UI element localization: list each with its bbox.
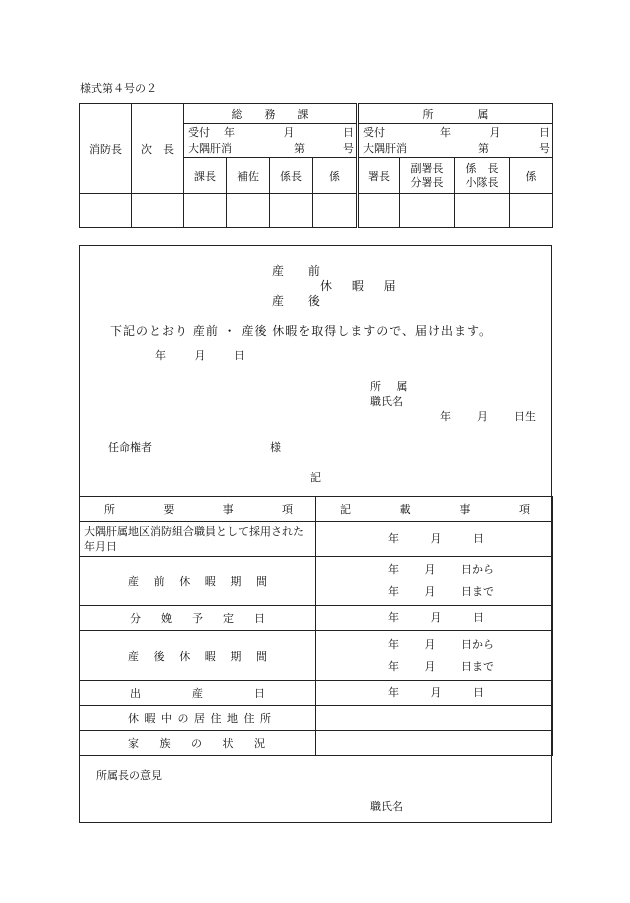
hired-date-label: 大隅肝属地区消防組合職員として採用された年月日 [80, 522, 316, 557]
family-label: 家 族 の 状 況 [80, 731, 316, 756]
details-header-left: 所 要 事 項 [80, 497, 316, 522]
stamp-ga-kacho[interactable] [184, 194, 227, 228]
affiliation-header: 所 属 [358, 104, 553, 124]
approval-table [79, 103, 553, 228]
address-label: 休 暇 中 の 居 住 地 住 所 [80, 706, 316, 731]
address-value[interactable] [316, 706, 553, 731]
fire-chief-label: 消防長 [80, 104, 132, 194]
prenatal-period-value[interactable]: 年 月 日から 年 月 日まで [316, 557, 553, 606]
submission-date[interactable]: 年 月 日 [155, 349, 245, 362]
ga-role-kakaricho: 係長 [270, 158, 313, 194]
due-date-label: 分 娩 予 定 日 [80, 606, 316, 631]
hired-date-value[interactable]: 年 月 日 [316, 522, 553, 557]
due-date-value[interactable]: 年 月 日 [316, 606, 553, 631]
title-main: 休 暇 届 [320, 279, 404, 293]
stamp-af-vice[interactable] [400, 194, 455, 228]
postnatal-period-label: 産 後 休 暇 期 間 [80, 631, 316, 681]
title-prenatal: 産 前 [272, 264, 330, 278]
details-table [79, 496, 553, 756]
general-affairs-header: 総 務 課 [184, 104, 358, 124]
af-role-kakari: 係 [510, 158, 553, 194]
ga-role-hosa: 補佐 [227, 158, 270, 194]
prenatal-period-label: 産 前 休 暇 期 間 [80, 557, 316, 606]
af-receipt-cell: 受付 年 月 日 大隅肝消 第 号 [358, 124, 553, 158]
opinion-staff-name-label: 職氏名 [370, 800, 403, 813]
af-role-kakaricho: 係 長 小隊長 [455, 158, 510, 194]
sama-label: 様 [270, 441, 281, 454]
stamp-fire-chief[interactable] [80, 194, 132, 228]
ga-role-kakari: 係 [313, 158, 358, 194]
statement-text: 下記のとおり 産前 ・ 産後 休暇を取得しますので、届け出ます。 [110, 324, 493, 338]
postnatal-period-value[interactable]: 年 月 日から 年 月 日まで [316, 631, 553, 681]
stamp-ga-hosa[interactable] [227, 194, 270, 228]
affiliation-label: 所 属 [370, 380, 414, 393]
deputy-label: 次 長 [132, 104, 184, 194]
form-number: 様式第４号の２ [80, 82, 157, 95]
birth-date-value[interactable]: 年 月 日 [316, 681, 553, 706]
stamp-af-kakari[interactable] [510, 194, 553, 228]
ki-label: 記 [310, 471, 321, 484]
ga-receipt-cell: 受付 年 月 日 大隅肝消 第 号 [184, 124, 358, 158]
title-postnatal: 産 後 [272, 294, 330, 308]
stamp-af-kakaricho[interactable] [455, 194, 510, 228]
stamp-af-shocho[interactable] [358, 194, 400, 228]
opinion-label: 所属長の意見 [96, 769, 162, 782]
staff-name-label: 職氏名 [370, 395, 403, 408]
details-header-right: 記 載 事 項 [316, 497, 553, 522]
birth-date[interactable]: 年 月 日生 [440, 410, 536, 423]
birth-date-label: 出 産 日 [80, 681, 316, 706]
stamp-ga-kakaricho[interactable] [270, 194, 313, 228]
stamp-deputy[interactable] [132, 194, 184, 228]
ga-role-kacho: 課長 [184, 158, 227, 194]
appointer-label: 任命権者 [108, 441, 152, 454]
af-role-shocho: 署長 [358, 158, 400, 194]
af-role-vice: 副署長 分署長 [400, 158, 455, 194]
family-value[interactable] [316, 731, 553, 756]
stamp-ga-kakari[interactable] [313, 194, 358, 228]
